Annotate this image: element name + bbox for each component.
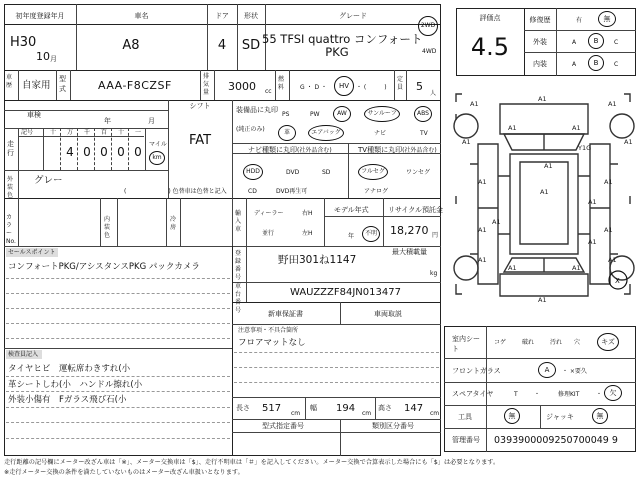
seat-condition-item: 破れ [522,339,535,346]
mileage-digit: 0 [134,145,142,159]
spare-tire-label: スペアタイヤ [452,390,494,398]
equipment-item-circled: サンルーフ [364,106,400,122]
vin-value: WAUZZZF84JN013477 [290,287,401,298]
car-damage-diagram [448,84,640,324]
height-unit: cm [430,410,440,417]
damage-mark: A1 [624,138,633,146]
tv-item: ワンセグ [406,169,431,176]
shift-label: シフト [189,102,211,110]
reg-month-unit: 月 [50,55,57,63]
capacity-label: 定員 [397,76,404,91]
seat-condition-item: コゲ [494,339,507,346]
seat-condition-item: 汚れ [550,339,563,346]
fuel-label: 燃料 [278,76,285,91]
nav-item: CD [248,188,257,195]
mileage-unit-mile: マイル [149,141,167,148]
inspector-notes-label: 検査員記入 [8,351,39,358]
damage-mark: A1 [588,198,597,206]
damage-mark: A1 [538,95,547,103]
equipment-item: PW [310,111,320,118]
doors-label: ドア [215,12,229,20]
height-label: 高さ [378,404,392,412]
damage-mark: A1 [508,264,517,272]
footer-note-2: ※走行メーター交換の条件を満たしていないものはメーター改ざん車扱いとなります。 [4,469,244,476]
mileage-digit: 0 [100,145,108,159]
shape-label: 形状 [244,12,258,20]
jack-label: ジャッキ [546,413,574,421]
import-dealer: ディーラー [254,210,284,217]
model-year-unknown-circle: 不明 [362,226,380,242]
damage-mark: A1 [588,238,597,246]
windshield-label: フロントガラス [452,367,501,375]
nav-item-circled: HDD [243,164,263,180]
model-label: 車名 [134,12,149,20]
fuel-options: G ・ D ・ [300,84,327,91]
damage-mark: Y1G [578,144,592,152]
mileage-digit-header: 百 [100,129,107,136]
damage-mark: A1 [470,100,479,108]
recycle-value: 18,270 [390,224,429,237]
payload-unit: kg [430,270,438,277]
mileage-digit-header: 千 [83,129,90,136]
model-year-label: モデル年式 [334,206,369,214]
interior-c: C [614,61,619,68]
damage-mark: A1 [604,226,613,234]
nav-item: DVD再生可 [276,188,308,195]
displacement-unit: cc [265,88,272,95]
plate-label: 登録番号 [235,250,242,281]
grade-line2: PKG [325,45,349,59]
spare-tire-item: ・ [534,391,541,398]
damage-mark: A1 [478,226,487,234]
plate-value: 野田301ね1147 [278,254,357,266]
repair-none-circle: 無 [598,11,616,27]
damage-mark: A1 [608,256,617,264]
owner-manual: 車両取説 [374,310,402,318]
mileage-digit-header: 万 [66,129,73,136]
damage-mark: A1 [544,162,553,170]
vin-label: 車台番号 [235,283,242,314]
shape-value: SD [241,38,261,53]
grade-line1: 55 TFSI quattro コンフォート [262,32,423,46]
capacity-unit: 人 [430,90,437,97]
notes-label: 注意事項・不具合箇所 [238,327,299,334]
damage-mark: A1 [572,124,581,132]
length-label: 長さ [236,404,250,412]
interior-b-circle: B [588,55,604,71]
sales-point-value: コンフォートPKG/アシスタンスPKG パックカメラ [8,262,200,272]
mileage-digit: 0 [117,145,125,159]
sales-point-label: セールスポイント [8,249,56,256]
mileage-digit-header: 十 [117,129,124,136]
exterior-c: C [614,39,619,46]
footer-note-1: 走行距離の記号欄にメーター改ざん車は「※」、メーター交換車は「$」、走行不明車は「＃」を記入してください。メーター交換で合算表示した場合にも「$」は必要となります。 [4,459,500,466]
repair-label: 修復歴 [529,16,551,24]
exterior-color-label: 外装色 [7,176,14,199]
use-value: 自家用 [22,80,51,91]
length-value: 517 [262,403,282,414]
interior-seat-label: 室内シート [452,335,480,353]
damage-mark: A1 [608,100,617,108]
damage-mark: A1 [540,188,549,196]
damage-mark: A1 [462,138,471,146]
damage-mark: A1 [478,178,487,186]
shift-value: FAT [188,133,212,148]
inspection-year-unit: 年 [104,117,111,125]
equipment-label: 装備品に丸印 [236,106,278,114]
recycle-label: リサイクル預託金 [388,206,444,214]
type-cert-label: 型式指定番号 [262,422,304,430]
aircon-label: 冷房 [170,216,177,231]
doors-value: 4 [217,38,227,53]
equipment-item-circled: AW [333,106,351,122]
grade-label: グレード [339,12,367,20]
mileage-km-circle: km [149,151,165,165]
exterior-color-note: ( ) 色替車は色替と記入 [124,188,227,195]
mileage-digit-header: 十 [49,129,56,136]
exterior-b-circle: B [588,33,604,49]
width-label: 幅 [310,404,317,412]
tv-type-label: TV種類に丸印(社外品含む) [358,146,437,154]
equipment-item-circled: 革 [278,125,296,141]
exterior-color-value: グレー [34,175,63,186]
class-number-label: 類別区分番号 [372,422,414,430]
mileage-digit: 0 [83,145,91,159]
length-unit: cm [291,410,301,417]
equipment-item: ナビ [374,130,387,137]
windshield-options: ・ ×要久 [562,368,587,375]
inspection-label: 車検 [27,111,41,119]
tools-none-circle: 無 [504,408,520,424]
damage-mark: A1 [538,296,547,304]
score-value: 4.5 [470,33,510,61]
nav-item: DVD [286,169,300,176]
interior-color-label: 内装色 [104,216,111,239]
repair-yes: 有 [576,17,583,24]
spare-missing-circle: 欠 [604,385,622,401]
model-value: A8 [122,38,140,53]
mileage-digit-header: 記号 [20,129,33,136]
notes-value: フロアマットなし [238,338,306,348]
management-number-value: 0393900009250700049 9 [494,435,618,446]
equipment-item-circled: エアバッグ [308,125,344,141]
reg-month-value: 10 [36,50,50,63]
equipment-label-sub: (純正のみ) [236,126,265,133]
reg-year-value: H30 [10,35,37,50]
drive-2wd-circle: 2WD [418,16,438,36]
height-value: 147 [404,403,424,414]
damage-mark: A1 [508,124,517,132]
inspection-month-unit: 月 [148,117,155,125]
spare-tire-item: 修理KIT [558,391,580,398]
displacement-value: 3000 [228,80,256,93]
mileage-label: 走行 [7,140,14,157]
recycle-unit: 円 [432,232,439,239]
damage-note-mark: X [615,277,620,285]
mileage-digit: 4 [66,145,74,159]
equipment-item-circled: ABS [414,106,432,122]
width-value: 194 [336,403,356,414]
inspector-note-line: 外装小傷有 Fガラス飛び石(小 [8,395,127,405]
interior-label: 内装 [533,60,547,68]
import-parallel: 並行 [262,230,275,237]
use-label: 車歴 [6,74,13,89]
displacement-label: 排気量 [203,73,210,96]
nav-item: SD [322,169,331,176]
drive-4wd: 4WD [422,48,437,55]
import-right-hand: 右H [302,210,313,217]
damage-mark: A1 [572,264,581,272]
import-left-hand: 左H [302,230,313,237]
windshield-a-circle: A [538,362,556,378]
equipment-item: PS [282,111,290,118]
management-number-label: 管理番号 [452,436,480,444]
payload-label: 最大積載量 [392,248,427,256]
tools-label: 工具 [458,413,472,421]
mileage-digit-header: 一 [134,129,141,136]
fuel-other: ・ ( ) [356,84,387,91]
damage-mark: A1 [492,218,501,226]
equipment-item: TV [420,130,428,137]
jack-none-circle: 無 [592,408,608,424]
exterior-a: A [572,39,577,46]
damage-mark: A1 [478,256,487,264]
new-car-warranty: 新車保証書 [268,310,303,318]
seat-scratch-circle: キズ [597,333,619,351]
inspector-note-line: 革シートしわ(小 ハンドル擦れ(小 [8,379,143,390]
width-unit: cm [362,410,372,417]
capacity-value: 5 [416,80,423,93]
seat-condition-item: 穴 [574,339,581,346]
model-year-unit: 年 [348,233,355,240]
type-value: AAA-F8CZSF [98,79,172,92]
score-label: 評価点 [479,14,501,22]
interior-a: A [572,61,577,68]
inspector-note-line: タイヤヒビ 運転席わきすれ(小 [8,364,131,374]
type-label: 型式 [59,75,66,93]
color-no-label: カラーNo. [6,214,16,245]
exterior-label: 外装 [533,38,547,46]
import-label: 輸入車 [235,210,242,233]
spare-tire-item: ・ [596,391,603,398]
fuel-hv-circle: HV [334,76,354,96]
spare-tire-item: T [514,391,518,398]
nav-type-label: ナビ種類に丸印(社外品含む) [248,146,332,154]
tv-item-circled: フルセグ [358,164,388,180]
tv-item: アナログ [364,188,389,195]
damage-mark: A1 [604,178,613,186]
reg-year-label: 初年度登録年月 [15,12,65,20]
